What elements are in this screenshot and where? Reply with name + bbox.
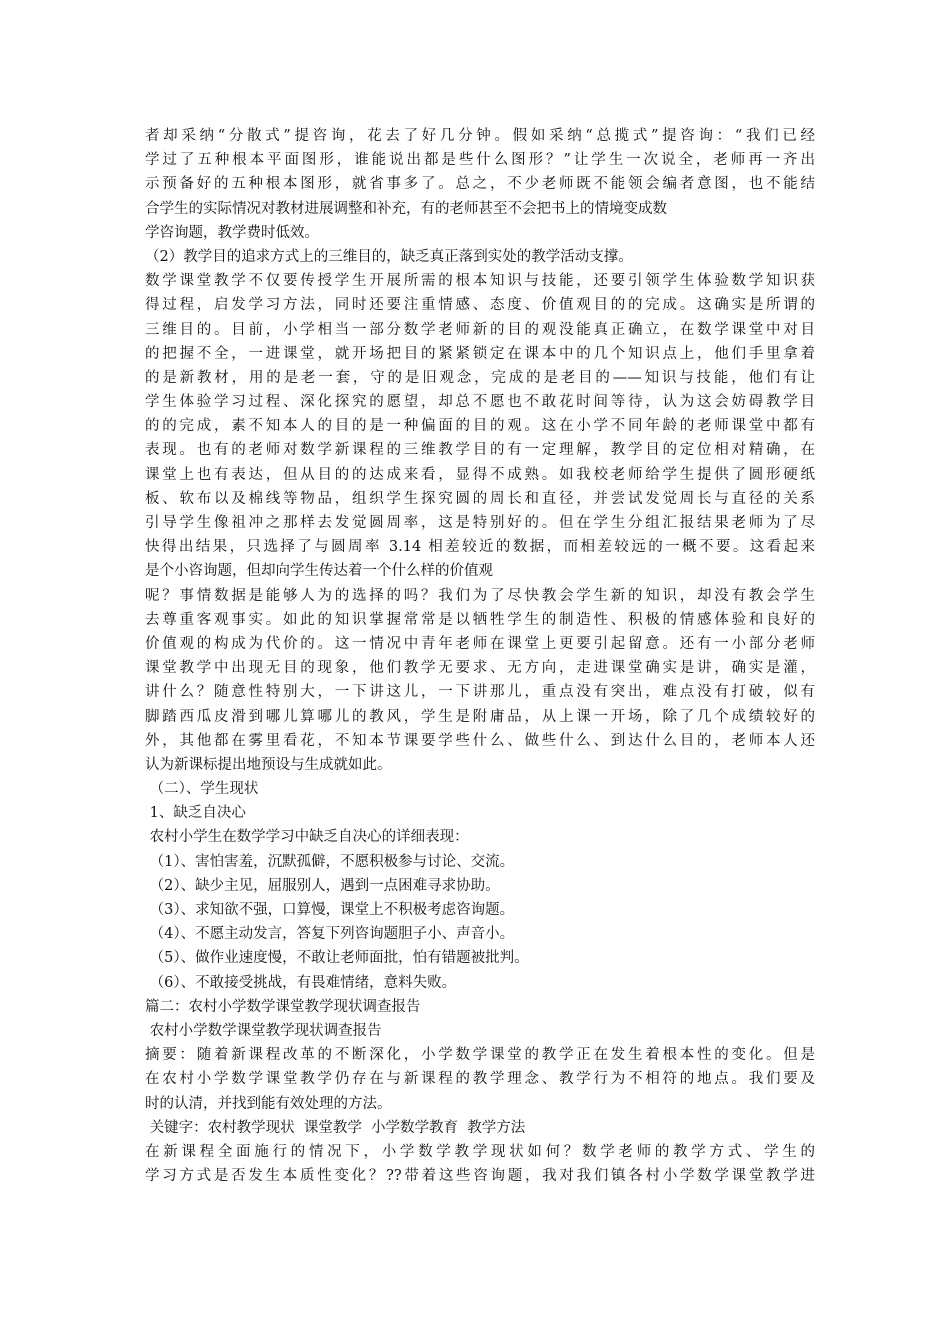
text-line: （3）、求知欲不强，口算慢，课堂上不积极考虑咨询题。 (145, 902, 515, 918)
text-line: 认为新课标提出地预设与生成就如此。 (145, 756, 392, 773)
text-line: 在农村小学数学课堂教学仍存在与新课程的教学理念、教学行为不相符的地点。我们要及 (145, 1071, 815, 1088)
text-line: 讲什么？随意性特别大，一下讲这儿，一下讲那儿，重点没有突出，难点没有打破，似有 (145, 684, 815, 701)
text-line: 脚踏西瓜皮滑到哪儿算哪儿的教风，学生是附庸品，从上课一开场，除了几个成绩较好的 (145, 708, 815, 725)
text-line: 外，其他都在雾里看花，不知本节课要学些什么、做些什么、到达什么目的，老师本人还 (145, 732, 815, 749)
text-line: （5）、做作业速度慢，不敢让老师面批，怕有错题被批判。 (145, 950, 529, 967)
text-line: 得过程，启发学习方法，同时还要注重情感、态度、价值观目的的完成。这确实是所谓的 (145, 297, 815, 314)
text-line: 数学课堂教学不仅要传授学生开展所需的根本知识与技能，还要引领学生体验数学知识获 (145, 273, 815, 290)
text-line: 去尊重客观事实。如此的知识掌握常常是以牺牲学生的制造性、积极的情感体验和良好的 (145, 611, 815, 628)
text-line: 时的认清，并找到能有效处理的方法。 (145, 1095, 392, 1112)
text-line: 的的完成，素不知本人的目的是一种偏面的目的观。这在小学不同年龄的老师课堂中都有 (145, 418, 815, 435)
text-line: （2）、缺少主见，屈服别人，遇到一点困难寻求协助。 (145, 877, 500, 894)
text-line: 表现。也有的老师对数学新课程的三维教学目的有一定理解，教学目的定位相对精确，在 (145, 442, 815, 459)
text-line: 关键字：农村教学现状 课堂教学 小学数学教育 教学方法 (145, 1119, 526, 1136)
document-page (145, 124, 815, 1188)
text-line: 是个小咨询题，但却向学生传达着一个什么样的价值观 (145, 563, 493, 580)
text-line: 学生体验学习过程、深化探究的愿望，却总不愿也不敢花时间等待，认为这会妨碍教学目 (145, 394, 815, 411)
text-line: 板、软布以及棉线等物品，组织学生探究圆的周长和直径，并尝试发觉周长与直径的关系 (145, 490, 815, 507)
text-line: 学习方式是否发生本质性变化？??带着这些咨询题，我对我们镇各村小学数学课堂教学进 (145, 1168, 815, 1185)
text-line: 1、缺乏自决心 (145, 805, 246, 822)
text-line: 快得出结果，只选择了与圆周率 3.14 相差较近的数据，而相差较远的一概不要。这看起来 (145, 539, 815, 556)
text-line: 农村小学数学课堂教学现状调查报告 (145, 1022, 382, 1039)
text-line: 摘要：随着新课程改革的不断深化，小学数学课堂的教学正在发生着根本性的变化。但是 (145, 1047, 815, 1064)
text-line: 农村小学生在数学学习中缺乏自决心的详细表现： (145, 829, 469, 846)
text-line: 示预备好的五种根本图形，就省事多了。总之，不少老师既不能领会编者意图，也不能结 (145, 176, 815, 193)
text-line: （2）教学目的追求方式上的三维目的，缺乏真正落到实处的教学活动支撑。 (145, 248, 633, 265)
text-line: （4）、不愿主动发言，答复下列咨询题胆子小、声音小。 (145, 926, 515, 943)
text-line: 三维目的。目前，小学相当一部分数学老师新的目的观没能真正确立，在数学课堂中对目 (145, 321, 815, 338)
text-line: 的是新教材，用的是老一套，守的是旧观念，完成的是老目的——知识与技能，他们有让 (145, 369, 815, 386)
text-line: 在新课程全面施行的情况下，小学数学教学现状如何？数学老师的教学方式、学生的 (145, 1143, 815, 1160)
text-line: 学过了五种根本平面图形，谁能说出都是些什么图形？”让学生一次说全，老师再一齐出 (145, 152, 815, 169)
text-line: 学咨询题，教学费时低效。 (145, 224, 319, 241)
text-line: （二）、学生现状 (145, 781, 259, 798)
text-line: 呢？事情数据是能够人为的选择的吗？我们为了尽快教会学生新的知识，却没有教会学生 (145, 587, 815, 604)
text-line: 引导学生像祖冲之那样去发觉圆周率，这是特别好的。但在学生分组汇报结果老师为了尽 (145, 515, 815, 531)
text-line: 者却采纳“分散式”提咨询，花去了好几分钟。假如采纳“总揽式”提咨询：“我们已经 (145, 128, 815, 144)
text-line: （1）、害怕害羞，沉默孤僻，不愿积极参与讨论、交流。 (145, 853, 515, 870)
text-line: 课堂上也有表达，但从目的的达成来看，显得不成熟。如我校老师给学生提供了圆形硬纸 (145, 466, 815, 483)
text-line: 课堂教学中出现无目的现象，他们教学无要求、无方向，走进课堂确实是讲，确实是灌， (145, 660, 815, 677)
text-line: 的把握不全，一进课堂，就开场把目的紧紧锁定在课本中的几个知识点上，他们手里拿着 (145, 345, 815, 362)
text-line: （6）、不敢接受挑战，有畏难情绪，意料失败。 (145, 974, 457, 991)
text-line: 篇二：农村小学数学课堂教学现状调查报告 (145, 998, 421, 1015)
text-line: 合学生的实际情况对教材进展调整和补充，有的老师甚至不会把书上的情境变成数 (145, 200, 667, 217)
text-line: 价值观的构成为代价的。这一情况中青年老师在课堂上更要引起留意。还有一小部分老师 (145, 635, 815, 652)
